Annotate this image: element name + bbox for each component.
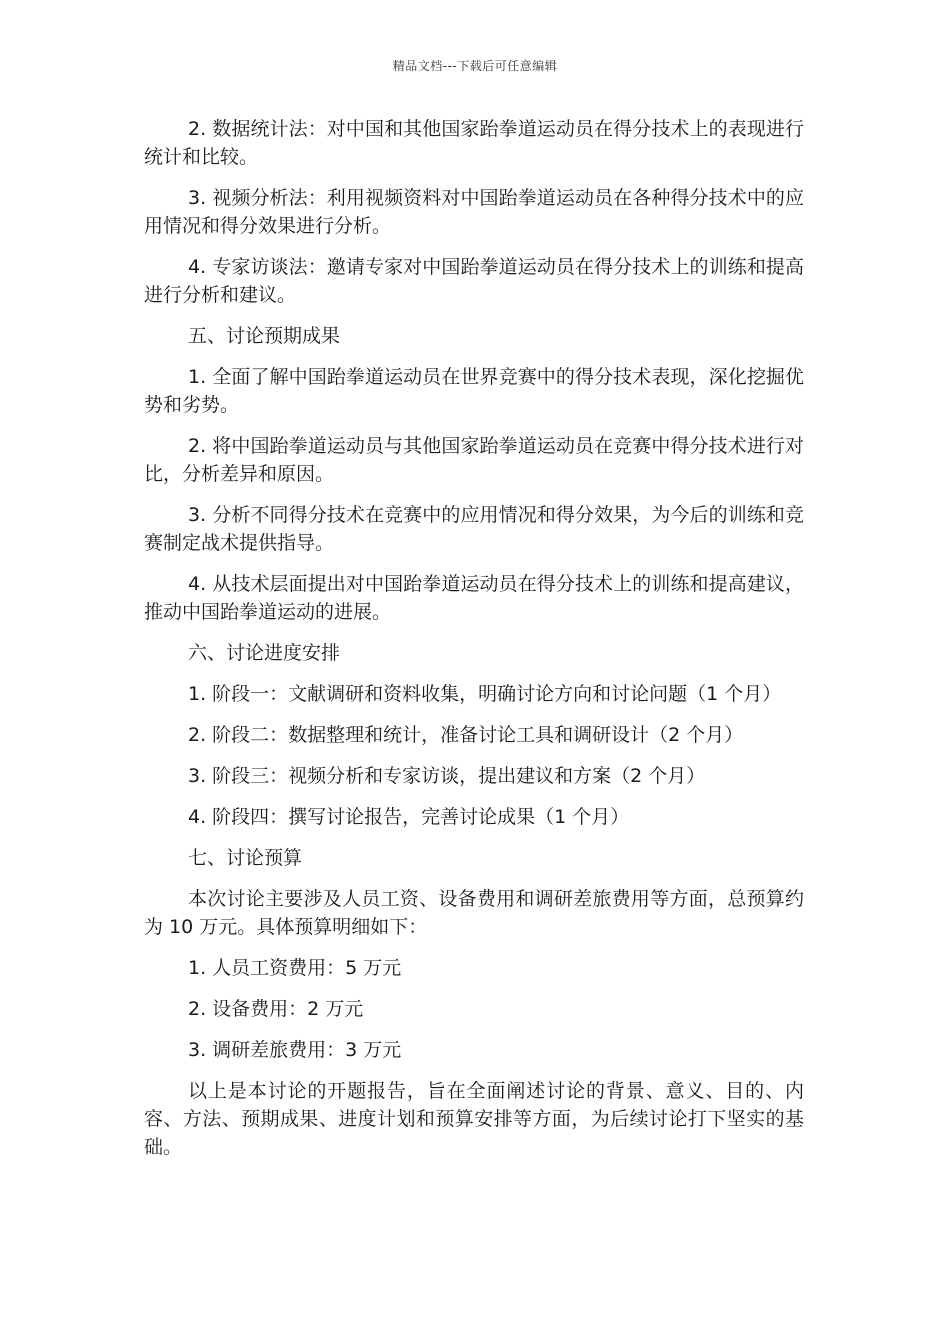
document-body	[144, 115, 804, 1174]
paragraph-budget-equipment: 2. 设备费用：2 万元	[188, 998, 364, 1020]
paragraph-result-4: 4. 从技术层面提出对中国跆拳道运动员在得分技术上的训练和提高建议，推动中国跆拳道运动的进展。	[144, 573, 804, 623]
paragraph-budget-travel: 3. 调研差旅费用：3 万元	[188, 1039, 402, 1061]
page-header: 精品文档---下载后可任意编辑	[392, 59, 558, 73]
paragraph-result-3: 3. 分析不同得分技术在竞赛中的应用情况和得分效果，为今后的训练和竞赛制定战术提供指导。	[144, 504, 804, 554]
section-heading-budget: 七、讨论预算	[188, 847, 303, 869]
paragraph-method-interview: 4. 专家访谈法：邀请专家对中国跆拳道运动员在得分技术上的训练和提高进行分析和建议。	[144, 256, 804, 306]
section-heading-schedule: 六、讨论进度安排	[188, 642, 341, 664]
paragraph-stage-3: 3. 阶段三：视频分析和专家访谈，提出建议和方案（2 个月）	[188, 765, 706, 787]
paragraph-budget-summary: 本次讨论主要涉及人员工资、设备费用和调研差旅费用等方面，总预算约为 10 万元。具体预算明细如下：	[144, 888, 804, 938]
section-heading-expected-results: 五、讨论预期成果	[188, 325, 341, 347]
paragraph-method-statistics: 2. 数据统计法：对中国和其他国家跆拳道运动员在得分技术上的表现进行统计和比较。	[144, 118, 804, 168]
paragraph-stage-1: 1. 阶段一：文献调研和资料收集，明确讨论方向和讨论问题（1 个月）	[188, 683, 782, 705]
paragraph-result-2: 2. 将中国跆拳道运动员与其他国家跆拳道运动员在竞赛中得分技术进行对比，分析差异和原因。	[144, 435, 804, 485]
paragraph-stage-2: 2. 阶段二：数据整理和统计，准备讨论工具和调研设计（2 个月）	[188, 724, 744, 746]
paragraph-result-1: 1. 全面了解中国跆拳道运动员在世界竞赛中的得分技术表现，深化挖掘优势和劣势。	[144, 366, 804, 416]
paragraph-budget-staff: 1. 人员工资费用：5 万元	[188, 957, 402, 979]
paragraph-method-video: 3. 视频分析法：利用视频资料对中国跆拳道运动员在各种得分技术中的应用情况和得分效果进行分析。	[144, 187, 804, 237]
paragraph-conclusion: 以上是本讨论的开题报告，旨在全面阐述讨论的背景、意义、目的、内容、方法、预期成果、进度计划和预算安排等方面，为后续讨论打下坚实的基础。	[144, 1080, 804, 1158]
paragraph-stage-4: 4. 阶段四：撰写讨论报告，完善讨论成果（1 个月）	[188, 806, 630, 828]
